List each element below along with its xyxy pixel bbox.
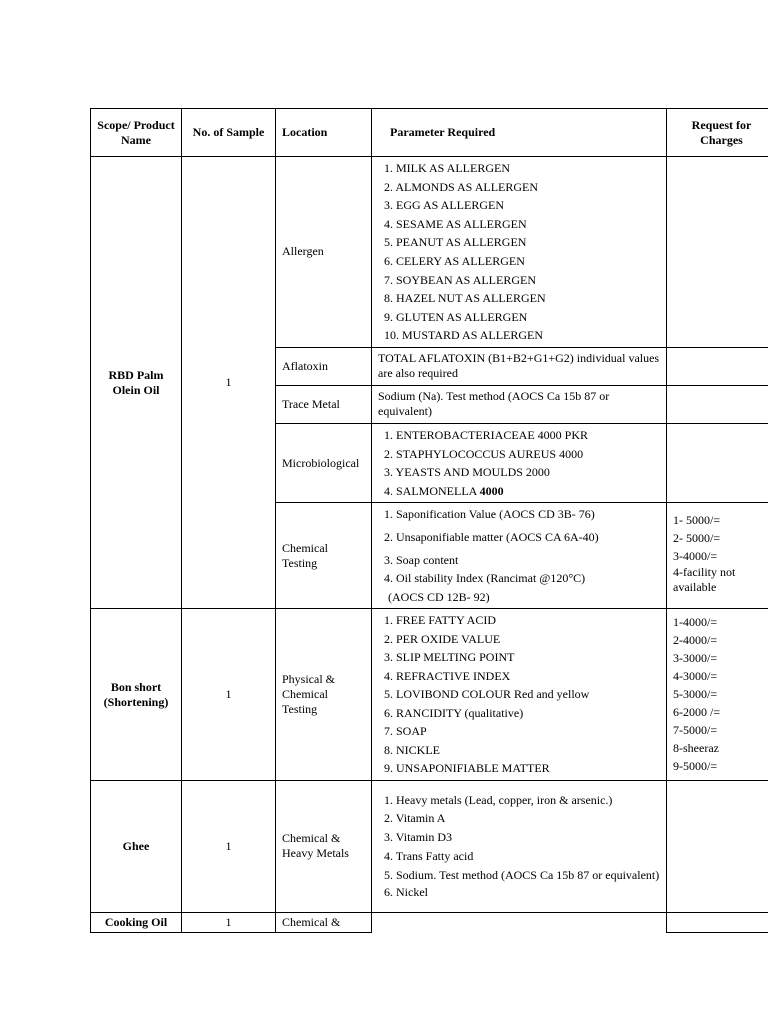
param-item: 8. NICKLE	[384, 742, 440, 757]
param-item: 2. ALMONDS AS ALLERGEN	[384, 179, 539, 194]
param-item: 6. RANCIDITY (qualitative)	[384, 705, 524, 720]
param-item: 6. Nickel	[384, 885, 428, 900]
charge-item: 2-4000/=	[673, 633, 718, 648]
location-chemical-heavy-metals: Chemical & Heavy Metals	[276, 780, 372, 912]
param-item: 4. SESAME AS ALLERGEN	[384, 216, 527, 231]
rbd-allergen-row	[91, 157, 768, 348]
product-name-cooking-oil: Cooking Oil	[91, 912, 182, 932]
charge-item: 2- 5000/=	[673, 531, 721, 546]
trace-metal-parameter: Sodium (Na). Test method (AOCS Ca 15b 87 or equivalent)	[372, 385, 667, 423]
charge-item: 1- 5000/=	[673, 513, 721, 528]
bon-short-parameters	[372, 609, 667, 781]
charge-item: 3-3000/=	[673, 651, 718, 666]
charges-cooking-oil	[667, 912, 768, 932]
sample-count-rbd: 1	[182, 157, 276, 609]
param-item: 3. Soap content	[384, 552, 459, 567]
param-item: 3. SLIP MELTING POINT	[384, 650, 515, 665]
param-item: 3. Vitamin D3	[384, 830, 453, 845]
param-item	[384, 482, 660, 501]
param-item: 5. LOVIBOND COLOUR Red and yellow	[384, 687, 590, 702]
product-name-ghee: Ghee	[91, 780, 182, 912]
param-item: 5. PEANUT AS ALLERGEN	[384, 235, 527, 250]
sample-count-cooking-oil: 1	[182, 912, 276, 932]
param-item: 10. MUSTARD AS ALLERGEN	[384, 328, 544, 343]
param-item: 2. PER OXIDE VALUE	[384, 631, 501, 646]
header-parameter: Parameter Required	[372, 109, 667, 157]
param-item: 5. Sodium. Test method (AOCS Ca 15b 87 or equivalent)	[384, 868, 660, 883]
allergen-parameters	[372, 157, 667, 348]
aflatoxin-parameter: TOTAL AFLATOXIN (B1+B2+G1+G2) individual values are also required	[372, 347, 667, 385]
charge-item: 7-5000/=	[673, 723, 718, 738]
header-scope: Scope/ Product Name	[91, 109, 182, 157]
param-item: 2. STAPHYLOCOCCUS AUREUS 4000	[384, 446, 584, 461]
micro-parameters	[372, 423, 667, 502]
charges-microbiological	[667, 423, 768, 502]
param-item: 1. MILK AS ALLERGEN	[384, 161, 510, 175]
param-item-bold-value: 4000	[479, 483, 504, 498]
param-item: 4. Trans Fatty acid	[384, 848, 474, 863]
header-row	[91, 109, 768, 157]
ghee-row	[91, 780, 768, 912]
location-physical-chemical: Physical & Chemical Testing	[276, 609, 372, 781]
header-charges: Request for Charges	[667, 109, 768, 157]
param-item: 3. EGG AS ALLERGEN	[384, 198, 504, 213]
param-item: 1. FREE FATTY ACID	[384, 613, 497, 628]
charges-trace-metal	[667, 385, 768, 423]
charge-item: 5-3000/=	[673, 687, 718, 702]
charges-chemical-testing	[667, 503, 768, 609]
param-item: 4. Oil stability Index (Rancimat @120°C)	[384, 571, 586, 586]
charges-ghee	[667, 780, 768, 912]
charge-item: 4-facility not available	[673, 565, 736, 595]
param-item: 1. Heavy metals (Lead, copper, iron & arsenic.)	[384, 792, 613, 807]
charge-item: 6-2000 /=	[673, 705, 721, 720]
ghee-parameters	[372, 780, 667, 912]
charge-item: 1-4000/=	[673, 615, 718, 630]
param-item: 8. HAZEL NUT AS ALLERGEN	[384, 291, 546, 306]
product-name-rbd: RBD Palm Olein Oil	[91, 157, 182, 609]
param-item: 7. SOYBEAN AS ALLERGEN	[384, 272, 537, 287]
charges-aflatoxin	[667, 347, 768, 385]
parameter-cooking-oil	[372, 912, 667, 932]
charges-bon-short	[667, 609, 768, 781]
param-item: 2. Vitamin A	[384, 811, 446, 826]
param-item: 3. YEASTS AND MOULDS 2000	[384, 465, 550, 480]
charge-item: 9-5000/=	[673, 759, 718, 774]
bon-short-row	[91, 609, 768, 781]
lab-test-request-table	[90, 108, 768, 933]
location-chemical-testing: Chemical Testing	[276, 503, 372, 609]
param-item: 4. REFRACTIVE INDEX	[384, 668, 511, 683]
location-microbiological: Microbiological	[276, 423, 372, 502]
location-trace-metal: Trace Metal	[276, 385, 372, 423]
param-item: 1. ENTEROBACTERIACEAE 4000 PKR	[384, 427, 588, 442]
sample-count-bon-short: 1	[182, 609, 276, 781]
product-name-bon-short: Bon short (Shortening)	[91, 609, 182, 781]
param-item: 1. Saponification Value (AOCS CD 3B- 76)	[384, 507, 595, 522]
chemical-parameters	[372, 503, 667, 609]
param-item: 6. CELERY AS ALLERGEN	[384, 253, 525, 268]
charge-item: 4-3000/=	[673, 669, 718, 684]
location-allergen: Allergen	[276, 157, 372, 348]
charge-item: 8-sheeraz	[673, 741, 719, 756]
param-item: 9. GLUTEN AS ALLERGEN	[384, 309, 528, 324]
charge-item: 3-4000/=	[673, 549, 718, 564]
param-item-prefix: 4. SALMONELLA	[384, 483, 480, 498]
param-item: 7. SOAP	[384, 724, 427, 739]
location-cooking-oil: Chemical &	[276, 912, 372, 932]
charges-allergen	[667, 157, 768, 348]
param-item: (AOCS CD 12B- 92)	[388, 589, 490, 604]
location-aflatoxin: Aflatoxin	[276, 347, 372, 385]
param-item: 9. UNSAPONIFIABLE MATTER	[384, 761, 550, 776]
cooking-oil-row	[91, 912, 768, 932]
sample-count-ghee: 1	[182, 780, 276, 912]
param-item: 2. Unsaponifiable matter (AOCS CA 6A-40)	[384, 529, 599, 544]
header-location: Location	[276, 109, 372, 157]
header-samples: No. of Sample	[182, 109, 276, 157]
